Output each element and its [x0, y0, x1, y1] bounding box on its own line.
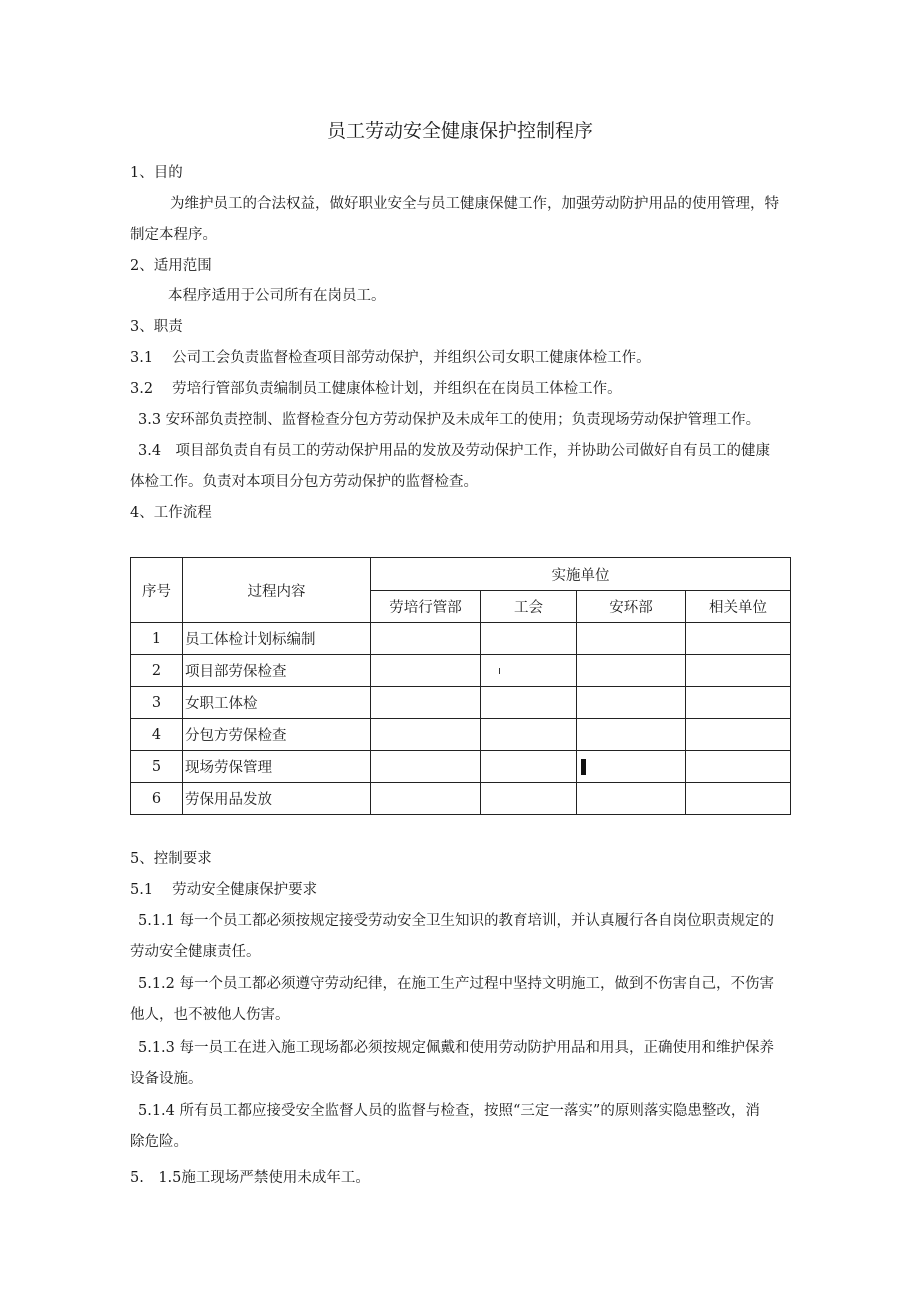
section-3-item-3: 3.3 安环部负责控制、监督检查分包方劳动保护及未成年工的使用；负责现场劳动保护管理工作。 [138, 412, 761, 428]
section-2-paragraph: 本程序适用于公司所有在岗员工。 [168, 288, 386, 304]
cell [686, 687, 791, 719]
section-1-heading: 1、目的 [130, 165, 183, 181]
section-3-item-2: 3.2 劳培行管部负责编制员工健康体检计划，并组织在在岗员工体检工作。 [130, 381, 622, 397]
header-serial-no: 序号 [131, 558, 183, 623]
cell [371, 687, 481, 719]
table-row [131, 719, 791, 751]
header-implementing-units: 实施单位 [371, 558, 791, 591]
section-3-item-1: 3.1 公司工会负责监督检查项目部劳动保护，并组织公司女职工健康体检工作。 [130, 350, 651, 366]
document-title: 员工劳动安全健康保护控制程序 [326, 120, 593, 142]
header-unit-union: 工会 [481, 591, 577, 623]
cell [577, 719, 686, 751]
stray-mark [499, 668, 500, 674]
row-number: 5 [131, 751, 183, 783]
section-3-item-4-line-2: 体检工作。负责对本项目分包方劳动保护的监督检查。 [130, 474, 478, 490]
cell [686, 719, 791, 751]
cell [481, 719, 577, 751]
item-5-1-5: 5. 1.5施工现场严禁使用未成年工。 [130, 1170, 370, 1186]
table-row [131, 687, 791, 719]
section-5-1-heading: 5.1 劳动安全健康保护要求 [130, 882, 318, 898]
cell [686, 623, 791, 655]
cell [686, 655, 791, 687]
section-5-heading: 5、控制要求 [130, 851, 212, 867]
header-process-content: 过程内容 [183, 558, 371, 623]
section-1-paragraph-line-2: 制定本程序。 [130, 227, 217, 243]
row-number: 3 [131, 687, 183, 719]
cell [371, 623, 481, 655]
header-unit-safety-env: 安环部 [577, 591, 686, 623]
table-row [131, 783, 791, 815]
cell [481, 655, 577, 687]
row-number: 6 [131, 783, 183, 815]
row-content: 女职工体检 [183, 687, 371, 719]
table-row [131, 623, 791, 655]
section-2-heading: 2、适用范围 [130, 258, 212, 274]
section-3-item-4-line-1: 3.4 项目部负责自有员工的劳动保护用品的发放及劳动保护工作，并协助公司做好自有员工的健康 [138, 443, 771, 459]
cell [481, 623, 577, 655]
header-unit-related: 相关单位 [686, 591, 791, 623]
cell [577, 623, 686, 655]
item-5-1-2-line-2: 他人，也不被他人伤害。 [130, 1007, 290, 1023]
item-5-1-4-line-2: 除危险。 [130, 1134, 188, 1150]
row-number: 1 [131, 623, 183, 655]
section-1-paragraph-line-1: 为维护员工的合法权益，做好职业安全与员工健康保健工作，加强劳动防护用品的使用管理，特 [170, 196, 779, 212]
cell [371, 655, 481, 687]
item-5-1-2-line-1: 5.1.2 每一个员工都必须遵守劳动纪律，在施工生产过程中坚持文明施工，做到不伤害自己，不伤害 [138, 976, 774, 992]
row-content: 项目部劳保检查 [183, 655, 371, 687]
cell [481, 783, 577, 815]
item-5-1-3-line-1: 5.1.3 每一员工在进入施工现场都必须按规定佩戴和使用劳动防护用品和用具，正确使用和维护保养 [138, 1040, 774, 1056]
item-5-1-4-line-1: 5.1.4 所有员工都应接受安全监督人员的监督与检查，按照“三定一落实”的原则落实隐患整改，消 [138, 1103, 760, 1119]
item-5-1-1-line-1: 5.1.1 每一个员工都必须按规定接受劳动安全卫生知识的教育培训，并认真履行各自岗位职责规定的 [138, 913, 774, 929]
section-4-heading: 4、工作流程 [130, 505, 212, 521]
cell [686, 783, 791, 815]
cell [686, 751, 791, 783]
row-number: 2 [131, 655, 183, 687]
item-5-1-1-line-2: 劳动安全健康责任。 [130, 944, 261, 960]
header-unit-hr-admin: 劳培行管部 [371, 591, 481, 623]
row-content: 分包方劳保检查 [183, 719, 371, 751]
table-row [131, 751, 791, 783]
cell [577, 655, 686, 687]
row-content: 现场劳保管理 [183, 751, 371, 783]
cell [577, 751, 686, 783]
table-row [131, 655, 791, 687]
item-5-1-3-line-2: 设备设施。 [130, 1071, 203, 1087]
row-content: 员工体检计划标编制 [183, 623, 371, 655]
section-3-heading: 3、职责 [130, 319, 183, 335]
row-number: 4 [131, 719, 183, 751]
cell [577, 687, 686, 719]
workflow-table [130, 557, 791, 815]
cell [371, 719, 481, 751]
cell [577, 783, 686, 815]
cell [371, 783, 481, 815]
cell [481, 687, 577, 719]
marker-block [581, 759, 586, 775]
cell [371, 751, 481, 783]
row-content: 劳保用品发放 [183, 783, 371, 815]
cell [481, 751, 577, 783]
